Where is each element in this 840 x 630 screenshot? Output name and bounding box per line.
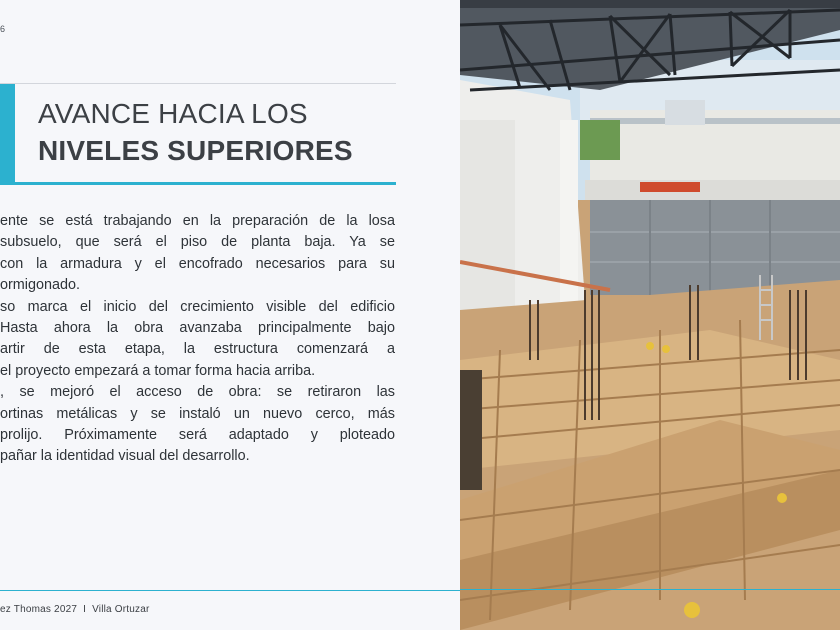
- text-line: pañar la identidad visual del desarrollo.: [0, 448, 250, 465]
- text-line: subsuelo, que será el piso de planta baja. Ya se: [0, 234, 395, 251]
- footer-project: ez Thomas 2027: [0, 604, 78, 615]
- construction-photo: [460, 0, 840, 630]
- footer-separator: I: [83, 604, 87, 615]
- page-number: 6: [0, 24, 6, 34]
- text-line: con la armadura y el encofrado necesarios para su: [0, 255, 395, 272]
- text-line: ormigonado.: [0, 277, 80, 294]
- text-line: el proyecto empezará a tomar forma hacia arriba.: [0, 362, 316, 379]
- text-line: , se mejoró el acceso de obra: se retiraron las: [0, 384, 395, 401]
- title-line-2: NIVELES SUPERIORES: [38, 135, 353, 166]
- title-line-1: AVANCE HACIA LOS: [38, 98, 308, 129]
- construction-site-image: [460, 0, 840, 630]
- text-line: ortinas metálicas y se instaló un nuevo cerco, más: [0, 405, 395, 422]
- body-text: [0, 211, 395, 468]
- text-line: artir de esta etapa, la estructura comenzará a: [0, 341, 395, 358]
- footer: [0, 604, 150, 615]
- footer-location: Villa Ortuzar: [92, 604, 150, 615]
- text-line: ente se está trabajando en la preparación de la losa: [0, 213, 395, 229]
- text-line: so marca el inicio del crecimiento visible del edificio: [0, 298, 395, 315]
- top-divider: [0, 83, 396, 84]
- text-line: prolijo. Próximamente será adaptado y ploteado: [0, 427, 395, 444]
- title-accent-bar: [0, 84, 15, 184]
- title-underline: [0, 182, 396, 185]
- page-title: [38, 95, 353, 169]
- text-line: Hasta ahora la obra avanzaba principalmente bajo: [0, 320, 395, 337]
